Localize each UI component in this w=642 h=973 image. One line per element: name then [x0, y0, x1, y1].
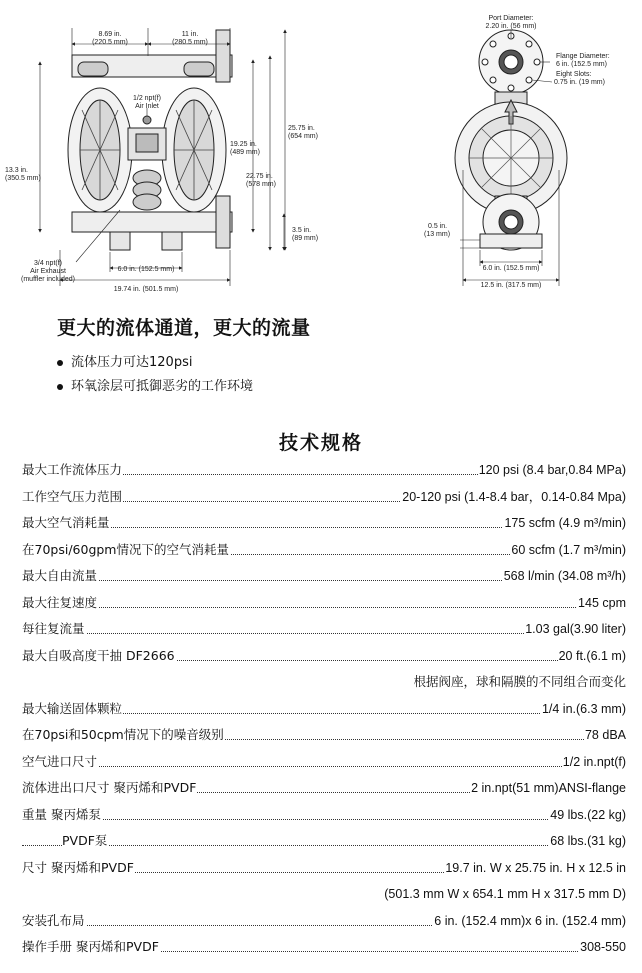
spec-row: [22, 934, 626, 961]
dim-h3-mm: (578 mm): [246, 181, 276, 188]
spec-row-continuation: [22, 881, 626, 908]
spec-row-note: [22, 669, 626, 696]
dim-foot-mm: (89 mm): [292, 235, 319, 242]
spec-label: 重量 聚丙烯泵: [22, 802, 102, 829]
spec-row: [22, 696, 626, 723]
spec-value: (501.3 mm W x 654.1 mm H x 317.5 mm D): [383, 881, 626, 908]
spec-value: 2 in.npt(51 mm)ANSI-flange: [470, 775, 626, 802]
spec-value: 68 lbs.(31 kg): [549, 828, 626, 855]
dim-base: 6.0 in. (152.5 mm): [117, 266, 175, 273]
spec-label: 安装孔布局: [22, 908, 86, 935]
spec-label: 最大往复速度: [22, 590, 98, 617]
spec-value: 145 cpm: [577, 590, 626, 617]
spec-row: [22, 802, 626, 829]
spec-value: 1/4 in.(6.3 mm): [541, 696, 626, 723]
spec-label: 最大空气消耗量: [22, 510, 111, 537]
exhaust-note: (muffler included): [21, 276, 75, 283]
port-diameter-value: 2.20 in. (56 mm): [485, 23, 537, 30]
dim-top-b-mm: (280.5 mm): [172, 39, 208, 46]
spec-note: 根据阀座，球和隔膜的不同组合而变化: [412, 669, 626, 696]
air-inlet-size: 1/2 npt(f): [132, 95, 162, 102]
spec-label: PVDF泵: [62, 828, 108, 855]
slots-value: 0.75 in. (19 mm): [554, 79, 605, 86]
feature-item: 流体压力可达120psi: [54, 351, 253, 375]
dim-top-a-mm: (220.5 mm): [92, 39, 128, 46]
spec-label: 空气进口尺寸: [22, 749, 98, 776]
spec-label: 最大输送固体颗粒: [22, 696, 123, 723]
spec-row: [22, 749, 626, 776]
exhaust-label: Air Exhaust: [30, 268, 66, 275]
dim-left: 13.3 in.: [5, 167, 28, 174]
spec-row: [22, 722, 626, 749]
pump-dimension-drawings: [0, 0, 642, 300]
dim-h2-mm: (489 mm): [230, 149, 260, 156]
side-foot-dim-mm: (13 mm): [424, 231, 451, 238]
spec-value: 60 scfm (1.7 m³/min): [510, 537, 626, 564]
spec-label: 最大自吸高度干抽 DF2666: [22, 643, 176, 670]
spec-label: 流体进出口尺寸 聚丙烯和PVDF: [22, 775, 197, 802]
dim-h1: 25.75 in.: [288, 125, 315, 132]
pump-front-view: [68, 30, 232, 250]
spec-label: 在70psi/60gpm情况下的空气消耗量: [22, 537, 230, 564]
spec-value: 6 in. (152.4 mm)x 6 in. (152.4 mm): [433, 908, 626, 935]
feature-item: 环氧涂层可抵御恶劣的工作环境: [54, 375, 253, 399]
slots-label: Eight Slots:: [556, 71, 592, 78]
spec-value: 19.7 in. W x 25.75 in. H x 12.5 in: [444, 855, 626, 882]
spec-value: 120 psi (8.4 bar,0.84 MPa): [478, 457, 626, 484]
spec-label: 每往复流量: [22, 616, 86, 643]
spec-row: [22, 510, 626, 537]
spec-row: [22, 775, 626, 802]
spec-row: [22, 908, 626, 935]
spec-row: [22, 484, 626, 511]
spec-value: 1.03 gal(3.90 liter): [524, 616, 626, 643]
spec-row: [22, 643, 626, 670]
spec-label: 在70psi和50cpm情况下的噪音级别: [22, 722, 225, 749]
dim-h1-mm: (654 mm): [288, 133, 318, 140]
dim-top-a: 8.69 in.: [98, 31, 122, 38]
spec-value: 20 ft.(6.1 m): [558, 643, 626, 670]
side-dim-total: 12.5 in. (317.5 mm): [480, 282, 542, 289]
dim-h2: 19.25 in.: [230, 141, 257, 148]
exhaust-size: 3/4 npt(f): [33, 260, 63, 267]
technical-drawings: [0, 0, 642, 300]
dim-left-mm: (350.5 mm): [5, 175, 41, 182]
feature-list: [54, 351, 253, 399]
spec-list: [22, 457, 626, 961]
spec-value: 1/2 in.npt(f): [562, 749, 626, 776]
spec-row: [22, 457, 626, 484]
spec-label: 操作手册 聚丙烯和PVDF: [22, 934, 160, 961]
dim-top-b: 11 in.: [181, 31, 199, 38]
spec-title: 技术规格: [278, 432, 363, 454]
spec-label: 尺寸 聚丙烯和PVDF: [22, 855, 135, 882]
spec-row: [22, 537, 626, 564]
spec-row: [22, 590, 626, 617]
spec-label: 最大自由流量: [22, 563, 98, 590]
port-diameter-label: Port Diameter:: [488, 15, 534, 22]
spec-value: 308-550: [579, 934, 626, 961]
dim-h3: 22.75 in.: [246, 173, 273, 180]
spec-value: 20-120 psi (1.4-8.4 bar，0.14-0.84 Mpa): [401, 484, 626, 511]
air-inlet-label: Air Inlet: [135, 103, 159, 110]
spec-label: 最大工作流体压力: [22, 457, 123, 484]
spec-row: [22, 616, 626, 643]
spec-row: [22, 855, 626, 882]
spec-value: 49 lbs.(22 kg): [549, 802, 626, 829]
side-foot-dim: 0.5 in.: [428, 223, 448, 230]
spec-value: 175 scfm (4.9 m³/min): [503, 510, 626, 537]
spec-value: 568 l/min (34.08 m³/h): [503, 563, 626, 590]
flange-diameter-label: Flange Diameter:: [556, 53, 610, 60]
flange-diameter-value: 6 in. (152.5 mm): [556, 61, 607, 68]
spec-value: 78 dBA: [584, 722, 626, 749]
spec-label: 工作空气压力范围: [22, 484, 123, 511]
dim-foot: 3.5 in.: [292, 227, 312, 234]
feature-headline: 更大的流体通道，更大的流量: [57, 317, 311, 339]
side-dim-base: 6.0 in. (152.5 mm): [482, 265, 540, 272]
pump-side-view: [455, 30, 567, 250]
spec-row: [22, 828, 626, 855]
spec-row: [22, 563, 626, 590]
dim-total: 19.74 in. (501.5 mm): [113, 286, 179, 293]
